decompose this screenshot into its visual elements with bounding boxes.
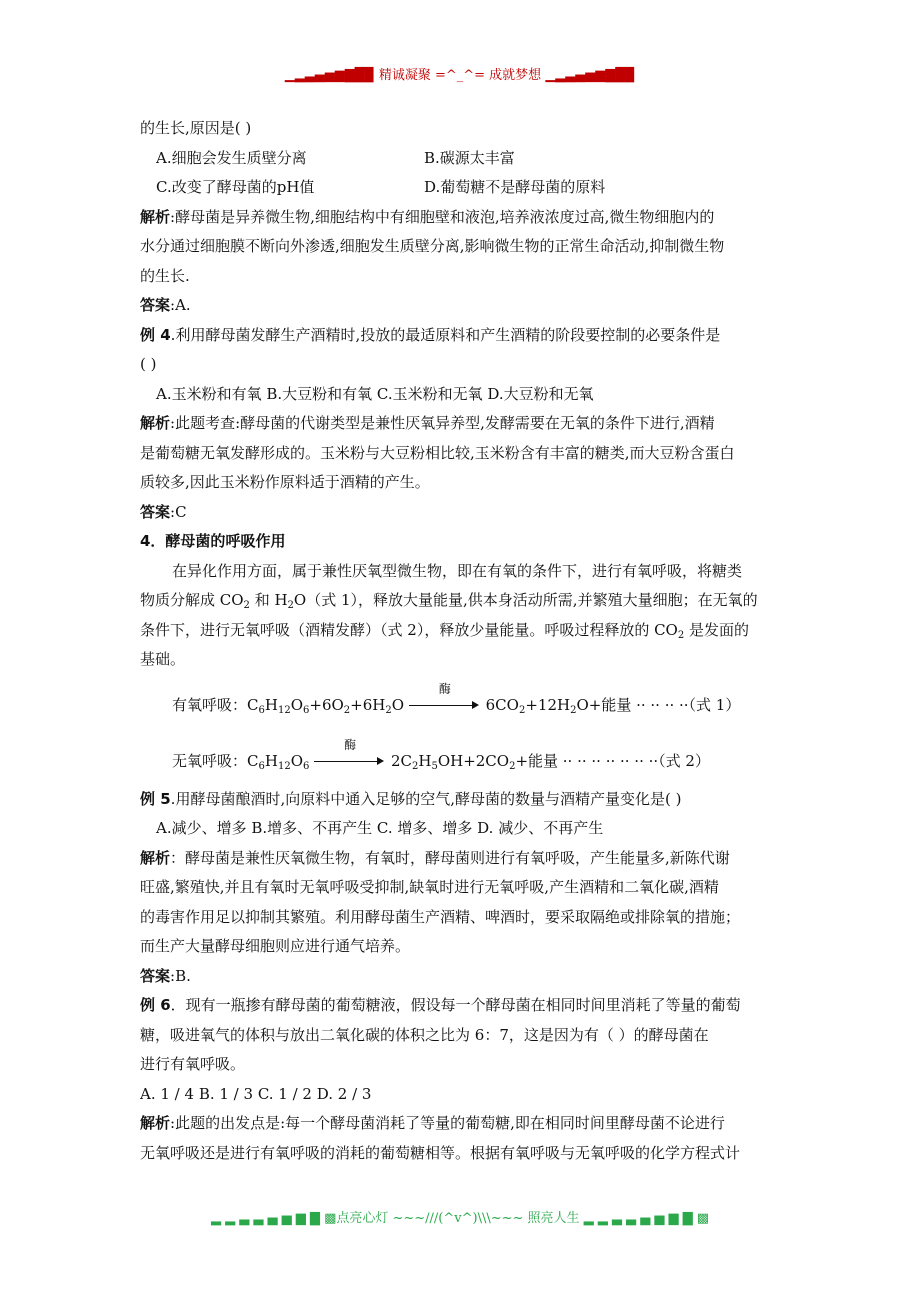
subscript: 2 bbox=[411, 760, 419, 772]
text-line: 的生长. bbox=[140, 266, 190, 285]
option-b: B.碳源太丰富 bbox=[424, 148, 515, 167]
options-row bbox=[140, 173, 785, 203]
subscript: 2 bbox=[570, 704, 577, 716]
subscript: 6 bbox=[258, 704, 265, 716]
text-line: 糖，吸进氧气的体积与放出二氧化碳的体积之比为 6：7，这是因为有（ ）的酵母菌在 bbox=[140, 1025, 709, 1044]
text-line: 而生产大量酵母细胞则应进行通气培养。 bbox=[140, 937, 411, 955]
equation-text: OH+2CO bbox=[437, 751, 510, 770]
equation-text: O bbox=[391, 695, 405, 714]
answer-text: :C bbox=[170, 502, 187, 521]
footer-text: ▩点亮心灯 ~~~///(^v^)\\\~~~ 照亮人生 bbox=[324, 1211, 580, 1226]
text-fragment: 是发面的 bbox=[684, 620, 750, 639]
answer-text: :A. bbox=[170, 296, 191, 314]
example-line bbox=[140, 321, 785, 351]
answer-line bbox=[140, 291, 785, 321]
page-header bbox=[0, 64, 920, 83]
subscript: 5 bbox=[431, 760, 438, 772]
analysis-line bbox=[140, 409, 785, 439]
equation-anaerobic: 无氧呼吸：$C_6H_{12}O_6$ 酶 $2C_2H_5OH+2CO_2+$能量 ·· ·· ·· ·· ·· ·· ··（式 2） bbox=[140, 735, 785, 785]
subscript: 2 bbox=[518, 704, 526, 716]
equation-text: 无氧呼吸：C bbox=[172, 751, 259, 770]
footer-right-blocks: ▂ ▂ ▃ ▃ ▄ ▅ ▆ ▇ ▩ bbox=[583, 1211, 709, 1226]
analysis-line bbox=[140, 844, 785, 874]
subscript: 2 bbox=[287, 600, 294, 611]
example-text: .利用酵母菌发酵生产酒精时,投放的最适原料和产生酒精的阶段要控制的必要条件是 bbox=[170, 325, 721, 344]
text-line: 的生长,原因是( ) bbox=[140, 119, 252, 137]
analysis-text: ：酵母菌是兼性厌氧微生物，有氧时，酵母菌则进行有氧呼吸，产生能量多,新陈代谢 bbox=[170, 848, 730, 867]
example-label: 例 5 bbox=[140, 789, 171, 808]
footer-left-blocks: ▂ ▂ ▃ ▃ ▄ ▅ ▆ ▇ bbox=[211, 1211, 320, 1226]
answer-text: :B. bbox=[170, 966, 191, 985]
answer-line bbox=[140, 498, 785, 528]
document-body bbox=[140, 114, 785, 1168]
equation-text: +12H bbox=[525, 695, 571, 714]
subscript: 6 bbox=[303, 704, 310, 716]
subscript: 6 bbox=[303, 760, 310, 772]
header-text: 精诚凝聚 =^_^= 成就梦想 bbox=[378, 68, 542, 83]
text-fragment: 条件下，进行无氧呼吸（酒精发酵）（式 2），释放少量能量。呼吸过程释放的 CO bbox=[140, 620, 678, 639]
example-label: 例 6 bbox=[140, 996, 171, 1014]
equation-text: 有氧呼吸：C bbox=[172, 695, 259, 714]
section-heading: 4．酵母菌的呼吸作用 bbox=[140, 532, 286, 550]
options-row: A.减少、增多 B.增多、不再产生 C. 增多、增多 D. 减少、不再产生 bbox=[156, 819, 604, 837]
example-text: ．现有一瓶掺有酵母菌的葡萄糖液，假设每一个酵母菌在相同时间里消耗了等量的葡萄 bbox=[170, 996, 741, 1014]
example-text: .用酵母菌酿酒时,向原料中通入足够的空气,酵母菌的数量与酒精产量变化是( ) bbox=[170, 789, 682, 808]
subscript: 2 bbox=[509, 760, 516, 772]
subscript: 2 bbox=[343, 704, 351, 716]
equation-text: +6H bbox=[350, 695, 386, 714]
equation-text: 6CO bbox=[485, 695, 519, 714]
reaction-arrow bbox=[314, 737, 386, 769]
equation-text: O+能量 ·· ·· ·· ··（式 1） bbox=[576, 695, 741, 714]
equation-text: 2C bbox=[390, 751, 412, 770]
option-d: D.葡萄糖不是酵母菌的原料 bbox=[424, 178, 606, 196]
text-line: 无氧呼吸还是进行有氧呼吸的消耗的葡萄糖相等。根据有氧呼吸与无氧呼吸的化学方程式计 bbox=[140, 1143, 741, 1162]
subscript: 2 bbox=[385, 704, 392, 716]
text-fragment: 物质分解成 CO bbox=[140, 591, 244, 609]
text-line: 进行有氧呼吸。 bbox=[140, 1055, 246, 1073]
analysis-line bbox=[140, 203, 785, 233]
text-line bbox=[140, 586, 785, 616]
example-line bbox=[140, 785, 785, 815]
page-footer bbox=[0, 1207, 920, 1226]
analysis-text: :此题考查:酵母菌的代谢类型是兼性厌氧异养型,发酵需要在无氧的条件下进行,酒精 bbox=[170, 414, 715, 432]
text-line: 基础。 bbox=[140, 650, 186, 668]
answer-label: 答案 bbox=[140, 296, 171, 314]
header-left-bars: ▁▂▃▄▅▆▇█▉ bbox=[284, 68, 375, 83]
text-line: ( ) bbox=[140, 355, 157, 373]
equation-text: +6O bbox=[309, 695, 344, 714]
example-label: 例 4 bbox=[140, 325, 171, 344]
answer-line bbox=[140, 962, 785, 992]
analysis-text: :酵母菌是异养微生物,细胞结构中有细胞壁和液泡,培养液浓度过高,微生物细胞内的 bbox=[170, 207, 715, 226]
text-line: 水分通过细胞膜不断向外渗透,细胞发生质壁分离,影响微生物的正常生命活动,抑制微生物 bbox=[140, 237, 725, 255]
reaction-arrow bbox=[409, 681, 481, 713]
analysis-label: 解析 bbox=[140, 848, 171, 867]
analysis-label: 解析 bbox=[140, 414, 171, 432]
example-line bbox=[140, 991, 785, 1021]
equation-aerobic: 有氧呼吸：$C_6H_{12}O_6+6O_2+6H_2O$ 酶 $6CO_2+12H_2O+$能量 ·· ·· ·· ··（式 1） bbox=[140, 681, 785, 735]
text-line bbox=[140, 616, 785, 646]
options-row: A. 1 / 4 B. 1 / 3 C. 1 / 2 D. 2 / 3 bbox=[140, 1084, 372, 1103]
option-c: C.改变了酵母菌的pH值 bbox=[156, 178, 315, 196]
analysis-text: :此题的出发点是:每一个酵母菌消耗了等量的葡萄糖,即在相同时间里酵母菌不论进行 bbox=[170, 1114, 725, 1132]
subscript: 12 bbox=[277, 760, 291, 772]
text-line: 旺盛,繁殖快,并且有氧时无氧呼吸受抑制,缺氧时进行无氧呼吸,产生酒精和二氧化碳,酒精 bbox=[140, 878, 719, 896]
analysis-label: 解析 bbox=[140, 207, 171, 226]
subscript: 2 bbox=[677, 629, 685, 641]
subscript: 6 bbox=[258, 760, 265, 772]
header-right-bars: ▁▂▃▄▅▆▇█▉ bbox=[545, 68, 636, 83]
subscript: 2 bbox=[243, 600, 250, 611]
analysis-label: 解析 bbox=[140, 1114, 171, 1132]
equation-text: +能量 ·· ·· ·· ·· ·· ·· ··（式 2） bbox=[515, 751, 710, 770]
subscript: 12 bbox=[277, 704, 291, 716]
options-row: A.玉米粉和有氧 B.大豆粉和有氧 C.玉米粉和无氧 D.大豆粉和无氧 bbox=[156, 384, 594, 403]
enzyme-label: 酶 bbox=[438, 681, 451, 696]
text-line: 在异化作用方面，属于兼性厌氧型微生物，即在有氧的条件下，进行有氧呼吸，将糖类 bbox=[172, 561, 743, 580]
text-line: 质较多,因此玉米粉作原料适于酒精的产生。 bbox=[140, 473, 430, 491]
answer-label: 答案 bbox=[140, 502, 171, 521]
text-line: 的毒害作用足以抑制其繁殖。利用酵母菌生产酒精、啤酒时，要采取隔绝或排除氧的措施； bbox=[140, 907, 741, 926]
text-line: 是葡萄糖无氧发酵形成的。玉米粉与大豆粉相比较,玉米粉含有丰富的糖类,而大豆粉含蛋白 bbox=[140, 443, 735, 462]
text-fragment: 和 H bbox=[249, 591, 288, 609]
option-a: A.细胞会发生质壁分离 bbox=[156, 148, 307, 167]
answer-label: 答案 bbox=[140, 966, 171, 985]
text-fragment: O（式 1），释放大量能量,供本身活动所需,并繁殖大量细胞；在无氧的 bbox=[293, 591, 758, 609]
options-row bbox=[140, 144, 785, 174]
analysis-line bbox=[140, 1109, 785, 1139]
enzyme-label: 酶 bbox=[344, 737, 357, 752]
